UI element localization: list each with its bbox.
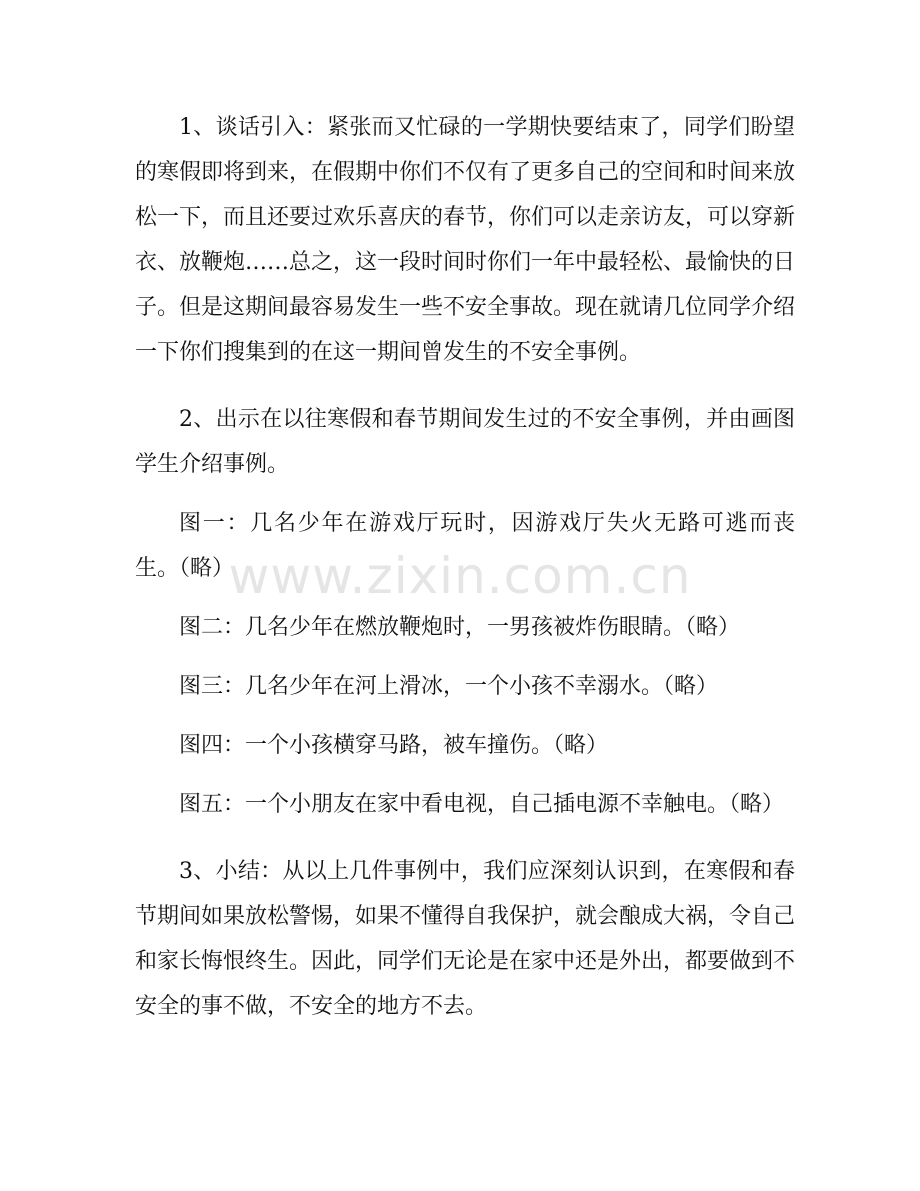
paragraph-figure-2: 图二：几名少年在燃放鞭炮时，一男孩被炸伤眼睛。（略） <box>179 615 741 640</box>
paragraph-summary: 3、小结：从以上几件事例中，我们应深刻认识到，在寒假和春节期间如果放松警惕，如果不懂得自我保护，就会酿成大祸，令自己和家长悔恨终生。因此，同学们无论是在家中还是外出，都要做到不安全的事不做，不安全的地方不去。 <box>135 859 796 1019</box>
paragraph-figure-5: 图五：一个小朋友在家中看电视，自己插电源不幸触电。（略） <box>179 792 785 817</box>
paragraph-intro: 1、谈话引入：紧张而又忙碌的一学期快要结束了，同学们盼望的寒假即将到来，在假期中你们不仅有了更多自己的空间和时间来放松一下，而且还要过欢乐喜庆的春节，你们可以走亲访友，可以穿新衣、放鞭炮……总之，这一段时间时你们一年中最轻松、最愉快的日子。但是这期间最容易发生一些不安全事故。现在就请几位同学介绍一下你们搜集到的在这一期间曾发生的不安全事例。 <box>135 115 796 365</box>
document-body <box>135 105 795 1029</box>
paragraph-figure-4: 图四：一个小孩横穿马路，被车撞伤。（略） <box>179 733 609 758</box>
paragraph-examples-intro: 2、出示在以往寒假和春节期间发生过的不安全事例，并由画图学生介绍事例。 <box>135 407 795 477</box>
paragraph-figure-1: 图一：几名少年在游戏厅玩时，因游戏厅失火无路可逃而丧生。（略） <box>135 511 795 581</box>
watermark: www.zixin.com.cn <box>228 547 692 605</box>
paragraph-figure-3: 图三：几名少年在河上滑冰，一个小孩不幸溺水。（略） <box>179 674 719 699</box>
